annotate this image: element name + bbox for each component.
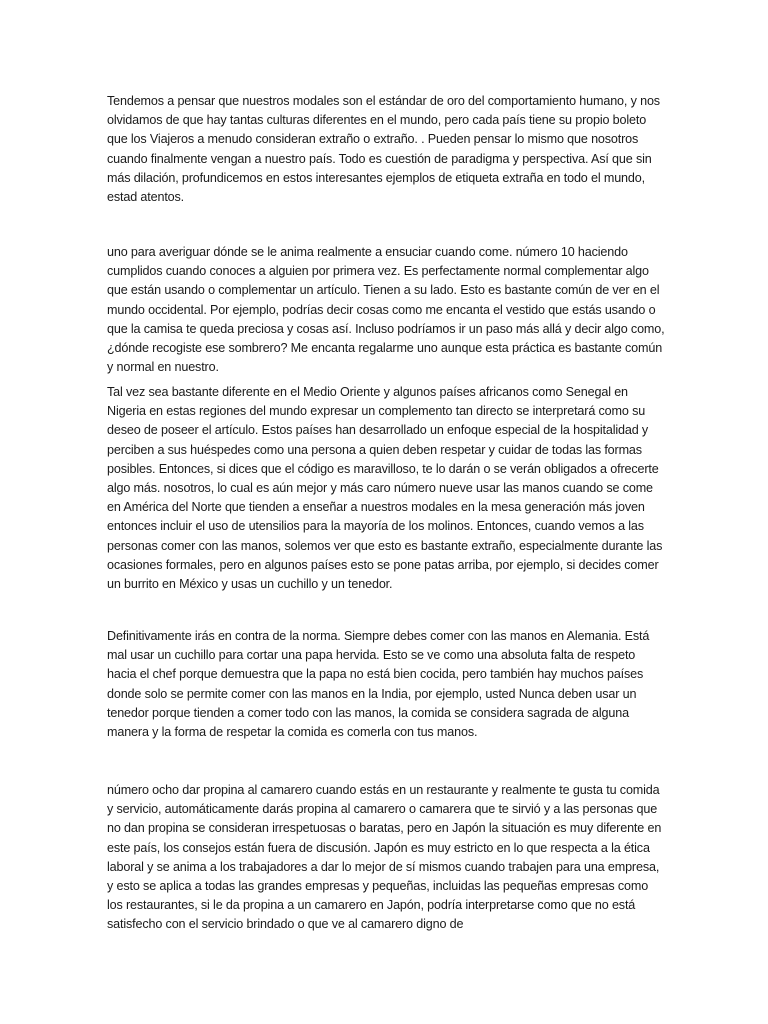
paragraph-germany-india: Definitivamente irás en contra de la norma. Siempre debes comer con las manos en Alemania. Está mal usar un cuchillo para cortar una papa hervida. Esto se ve como una absoluta falta de respeto hacia el chef porque demuestra que la papa no está bien cocida, pero también hay muchos países donde solo se permite comer con las manos en la India, por ejemplo, usted Nunca deben usar un tenedor porque tienden a comer todo con las manos, la comida se considera sagrada de alguna manera y la forma de respetar la comida es comerla con tus manos. <box>107 629 650 740</box>
paragraph-compliments: uno para averiguar dónde se le anima realmente a ensuciar cuando come. número 10 haciendo cumplidos cuando conoces a alguien por primera vez. Es perfectamente normal complementar algo que están usando o complementar un artículo. Tienen a su lado. Esto es bastante común de ver en el mundo occidental. Por ejemplo, podrías decir cosas como me encanta el vestido que estás usando o que la camisa te queda preciosa y cosas así. Incluso podríamos ir un paso más allá y decir algo como, ¿dónde recogiste ese sombrero? Me encanta regalarme uno aunque esta práctica es bastante común y normal en nuestro. <box>107 245 665 375</box>
paragraph-intro: Tendemos a pensar que nuestros modales son el estándar de oro del comportamiento humano, y nos olvidamos de que hay tantas culturas diferentes en el mundo, pero cada país tiene su propio boleto que los Viajeros a menudo consideran extraño o extraño. . Pueden pensar lo mismo que nosotros cuando finalmente vengan a nuestro país. Todo es cuestión de paradigma y perspectiva. Así que sin más dilación, profundicemos en estos interesantes ejemplos de etiqueta extraña en todo el mundo, estad atentos. <box>107 94 660 205</box>
paragraph-middle-east: Tal vez sea bastante diferente en el Medio Oriente y algunos países africanos como Senegal en Nigeria en estas regiones del mundo expresar un complemento tan directo se interpretará como su deseo de poseer el artículo. Estos países han desarrollado un enfoque especial de la hospitalidad y perciben a sus huéspedes como una persona a quien deben respetar y cuidar de todas las formas posibles. Entonces, si dices que el código es maravilloso, te lo darán o se verán obligados a ofrecerte algo más. nosotros, lo cual es aún mejor y más caro número nueve usar las manos cuando se come en América del Norte que tienden a enseñar a nuestros modales en la mesa generación más joven entonces incluir el uso de utensilios para la mayoría de los molinos. Entonces, cuando vemos a las personas comer con las manos, solemos ver que esto es bastante extraño, especialmente durante las ocasiones formales, pero en algunos países esto se pone patas arriba, por ejemplo, si decides comer un burrito en México y usas un cuchillo y un tenedor. <box>107 385 663 592</box>
paragraph-tipping: número ocho dar propina al camarero cuando estás en un restaurante y realmente te gusta tu comida y servicio, automáticamente darás propina al camarero o camarera que te sirvió y a las personas que no dan propina se consideran irrespetuosas o baratas, pero en Japón la situación es muy diferente en este país, los consejos están fuera de discusión. Japón es muy estricto en lo que respecta a la ética laboral y se anima a los trabajadores a dar lo mejor de sí mismos cuando trabajen para una empresa, y esto se aplica a todas las grandes empresas y pequeñas, incluidas las pequeñas empresas como los restaurantes, si le da propina a un camarero en Japón, podría interpretarse como que no está satisfecho con el servicio brindado o que ve al camarero digno de <box>107 783 662 932</box>
